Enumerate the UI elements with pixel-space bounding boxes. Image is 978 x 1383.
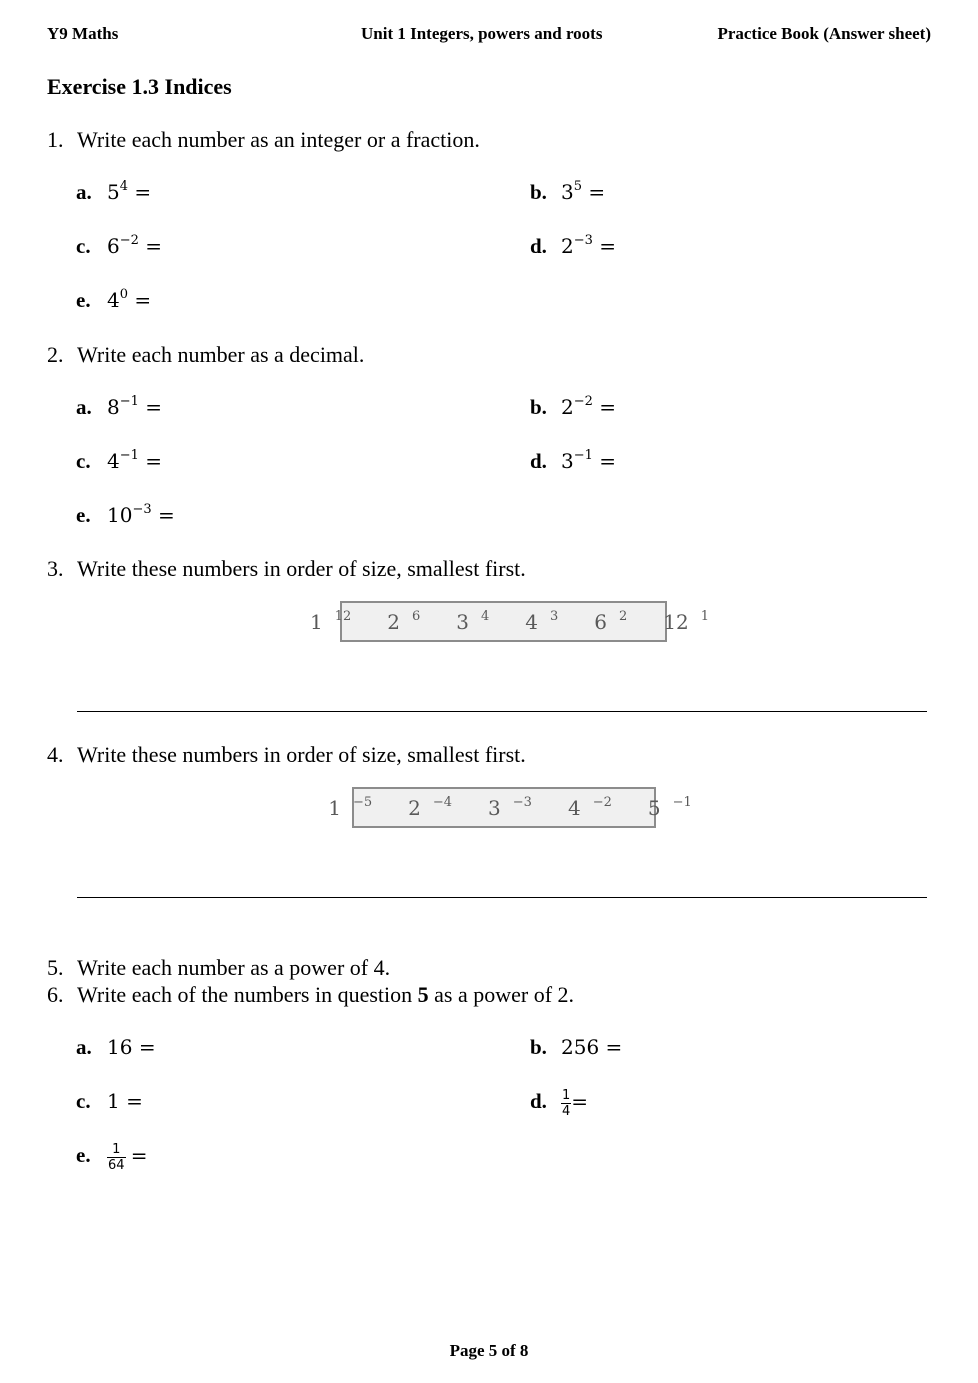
question-2 (47, 342, 364, 368)
q2-part-b: b. $2^{-2}$ = (530, 394, 617, 419)
question-1 (47, 127, 480, 153)
question-text: Write each number as an integer or a fraction. (77, 127, 480, 152)
q1-part-b: b. $3^5$ = (530, 179, 606, 204)
q2-part-c: c. $4^{-1}$ = (76, 448, 163, 473)
q6-part-b: b. 256 = (530, 1035, 623, 1059)
question-number: 1. (47, 127, 64, 152)
q2-part-d: d. $3^{-1}$ = (530, 448, 617, 473)
q4-item: 5 $^{-1}$ (647, 794, 692, 820)
question-text: Write each number as a power of 4. (77, 955, 391, 980)
q1-part-d: d. $2^{-3}$ = (530, 233, 617, 258)
q4-item: 2 $^{-4}$ (408, 794, 453, 820)
question-number: 6. (47, 982, 64, 1007)
question-number: 5. (47, 955, 64, 980)
question-5 (47, 955, 390, 981)
q3-item: 12 $^1$ (663, 608, 710, 634)
header-subject: Y9 Maths (47, 24, 119, 43)
q6-part-e: e. $\frac{1}{64}$ = (76, 1142, 148, 1173)
q3-item: 2 $^6$ (387, 608, 421, 634)
fraction: $\frac{1}{4}$ (562, 1088, 571, 1119)
question-number: 4. (47, 742, 64, 767)
q3-number-box (309, 601, 710, 642)
header-book: Practice Book (Answer sheet) (717, 24, 931, 43)
q4-number-box (328, 787, 692, 828)
q3-item: 1 $^{12}$ (309, 608, 352, 634)
question-text: Write each number as a decimal. (77, 342, 365, 367)
question-6: 6. Write each of the numbers in question 5 as a power of 2. (47, 982, 575, 1007)
page-number: Page 5 of 8 (449, 1341, 529, 1360)
q4-item: 1 $^{-5}$ (328, 794, 373, 820)
header-unit: Unit 1 Integers, powers and roots (361, 24, 603, 43)
q3-answer-line[interactable] (77, 711, 927, 712)
question-4 (47, 742, 526, 768)
q6-part-a: a. 16 = (76, 1035, 156, 1059)
q4-item: 4 $^{-2}$ (567, 794, 612, 820)
q3-item: 6 $^2$ (594, 608, 628, 634)
q4-answer-line[interactable] (77, 897, 927, 898)
q1-part-c: c. $6^{-2}$ = (76, 233, 163, 258)
exercise-title: Exercise 1.3 Indices (47, 74, 232, 99)
q1-part-e: e. $4^0$ = (76, 287, 152, 312)
question-number: 3. (47, 556, 64, 581)
q3-item: 4 $^3$ (525, 608, 559, 634)
question-3 (47, 556, 526, 582)
q2-part-a: a. $8^{-1}$ = (76, 394, 163, 419)
question-number: 2. (47, 342, 64, 367)
q4-item: 3 $^{-3}$ (488, 794, 532, 820)
question-text: Write these numbers in order of size, smallest first. (77, 742, 526, 767)
question-text: Write these numbers in order of size, smallest first. (77, 556, 526, 581)
q6-part-d: d. $\frac{1}{4}$ = (530, 1088, 589, 1119)
q1-part-a: a. $5^4$ = (76, 179, 152, 204)
fraction: $\frac{1}{64}$ (108, 1142, 125, 1173)
q2-part-e: e. $10^{-3}$ = (76, 502, 175, 527)
q6-part-c: c. 1 = (76, 1089, 143, 1113)
q3-item: 3 $^4$ (456, 608, 490, 634)
